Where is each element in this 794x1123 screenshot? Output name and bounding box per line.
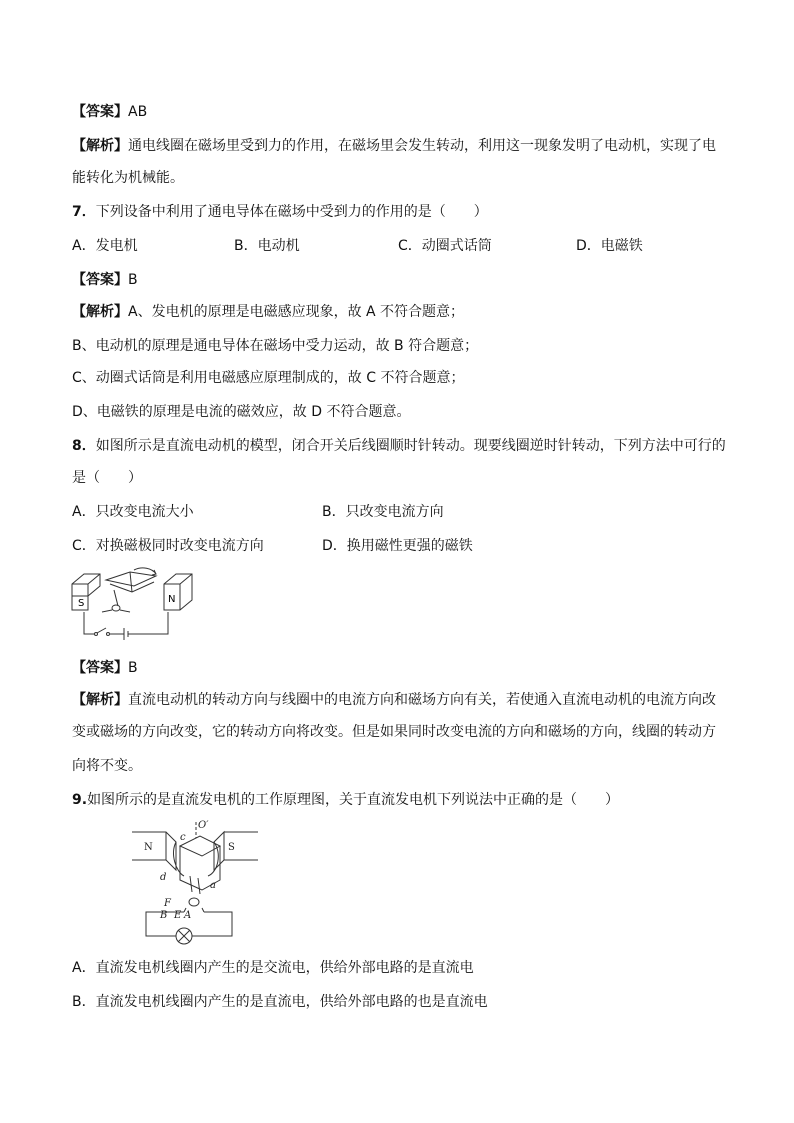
- q8-option-a: A．只改变电流大小: [72, 504, 194, 520]
- q7-analysis-line2: B、电动机的原理是通电导体在磁场中受力运动，故 B 符合题意；: [72, 338, 479, 354]
- q8-analysis-text1: 直流电动机的转动方向与线圈中的电流方向和磁场方向有关，若使通入直流电动机的电流方向改: [128, 692, 716, 708]
- q8-option-d: D．换用磁性更强的磁铁: [322, 538, 473, 554]
- q9-fig-label-n: N: [144, 842, 153, 853]
- q6-answer-value: AB: [128, 104, 148, 120]
- q7-option-b: B．电动机: [234, 238, 300, 254]
- q8-option-c: C．对换磁极同时改变电流方向: [72, 538, 264, 554]
- q8-answer-tag: 【答案】: [72, 660, 128, 676]
- q8-answer-value: B: [128, 660, 138, 676]
- q8-number: 8．: [72, 438, 96, 454]
- q7-analysis-text1: A、发电机的原理是电磁感应现象，故 A 不符合题意；: [128, 304, 465, 320]
- q7-option-d: D．电磁铁: [576, 238, 643, 254]
- q8-fig-label-n: N: [168, 594, 176, 605]
- q7-number: 7．: [72, 204, 96, 220]
- q9-fig-label-e: E: [174, 910, 182, 921]
- q6-analysis-line2: 能转化为机械能。: [72, 170, 184, 186]
- q8-motor-figure: [70, 566, 194, 642]
- q6-analysis-line1: [72, 136, 716, 156]
- q8-analysis-tag: 【解析】: [72, 692, 128, 708]
- q9-stem: [72, 790, 619, 810]
- q8-analysis-line3: 向将不变。: [72, 758, 142, 774]
- q9-fig-label-aa: A: [184, 910, 192, 921]
- q9-fig-label-b: B: [160, 910, 168, 921]
- q6-analysis-tag: 【解析】: [72, 138, 128, 154]
- q9-fig-label-f: F: [164, 898, 171, 909]
- q8-stem-line1: [72, 436, 726, 456]
- q7-analysis-tag: 【解析】: [72, 304, 128, 320]
- q8-stem-line2: 是（ ）: [72, 470, 142, 486]
- q9-fig-label-d: d: [160, 872, 167, 883]
- q8-option-b: B．只改变电流方向: [322, 504, 444, 520]
- q8-analysis-line1: [72, 690, 716, 710]
- q7-stem-text: 下列设备中利用了通电导体在磁场中受到力的作用的是（ ）: [95, 204, 488, 220]
- q9-fig-label-o: O′: [198, 820, 209, 831]
- q9-number: 9.: [72, 792, 88, 808]
- q9-fig-label-a: a: [210, 880, 216, 891]
- q7-analysis-line3: C、动圈式话筒是利用电磁感应原理制成的，故 C 不符合题意；: [72, 370, 465, 386]
- q6-answer-tag: 【答案】: [72, 104, 128, 120]
- q9-option-a: A．直流发电机线圈内产生的是交流电，供给外部电路的是直流电: [72, 960, 474, 976]
- q9-stem-text: 如图所示的是直流发电机的工作原理图，关于直流发电机下列说法中正确的是（ ）: [87, 792, 620, 808]
- q9-fig-label-c: c: [180, 832, 186, 843]
- q6-analysis-text1: 通电线圈在磁场里受到力的作用，在磁场里会发生转动，利用这一现象发明了电动机，实现了电: [128, 138, 716, 154]
- q9-option-b: B．直流发电机线圈内产生的是直流电，供给外部电路的也是直流电: [72, 994, 488, 1010]
- q8-answer: [72, 658, 138, 678]
- q7-stem: [72, 202, 488, 222]
- q7-answer-tag: 【答案】: [72, 272, 128, 288]
- q8-stem-text1: 如图所示是直流电动机的模型，闭合开关后线圈顺时针转动。现要线圈逆时针转动，下列方法中可行的: [95, 438, 726, 454]
- q7-answer-value: B: [128, 272, 138, 288]
- q6-answer: [72, 102, 147, 122]
- q7-answer: [72, 270, 138, 290]
- q9-generator-figure: [128, 818, 264, 946]
- q9-fig-label-s: S: [228, 842, 235, 853]
- q8-fig-label-s: S: [78, 598, 85, 609]
- q7-option-a: A．发电机: [72, 238, 138, 254]
- q7-option-c: C．动圈式话筒: [398, 238, 492, 254]
- q7-analysis-line4: D、电磁铁的原理是电流的磁效应，故 D 不符合题意。: [72, 404, 411, 420]
- q8-analysis-line2: 变或磁场的方向改变，它的转动方向将改变。但是如果同时改变电流的方向和磁场的方向，线圈的转动方: [72, 724, 716, 740]
- q7-analysis-line1: [72, 302, 464, 322]
